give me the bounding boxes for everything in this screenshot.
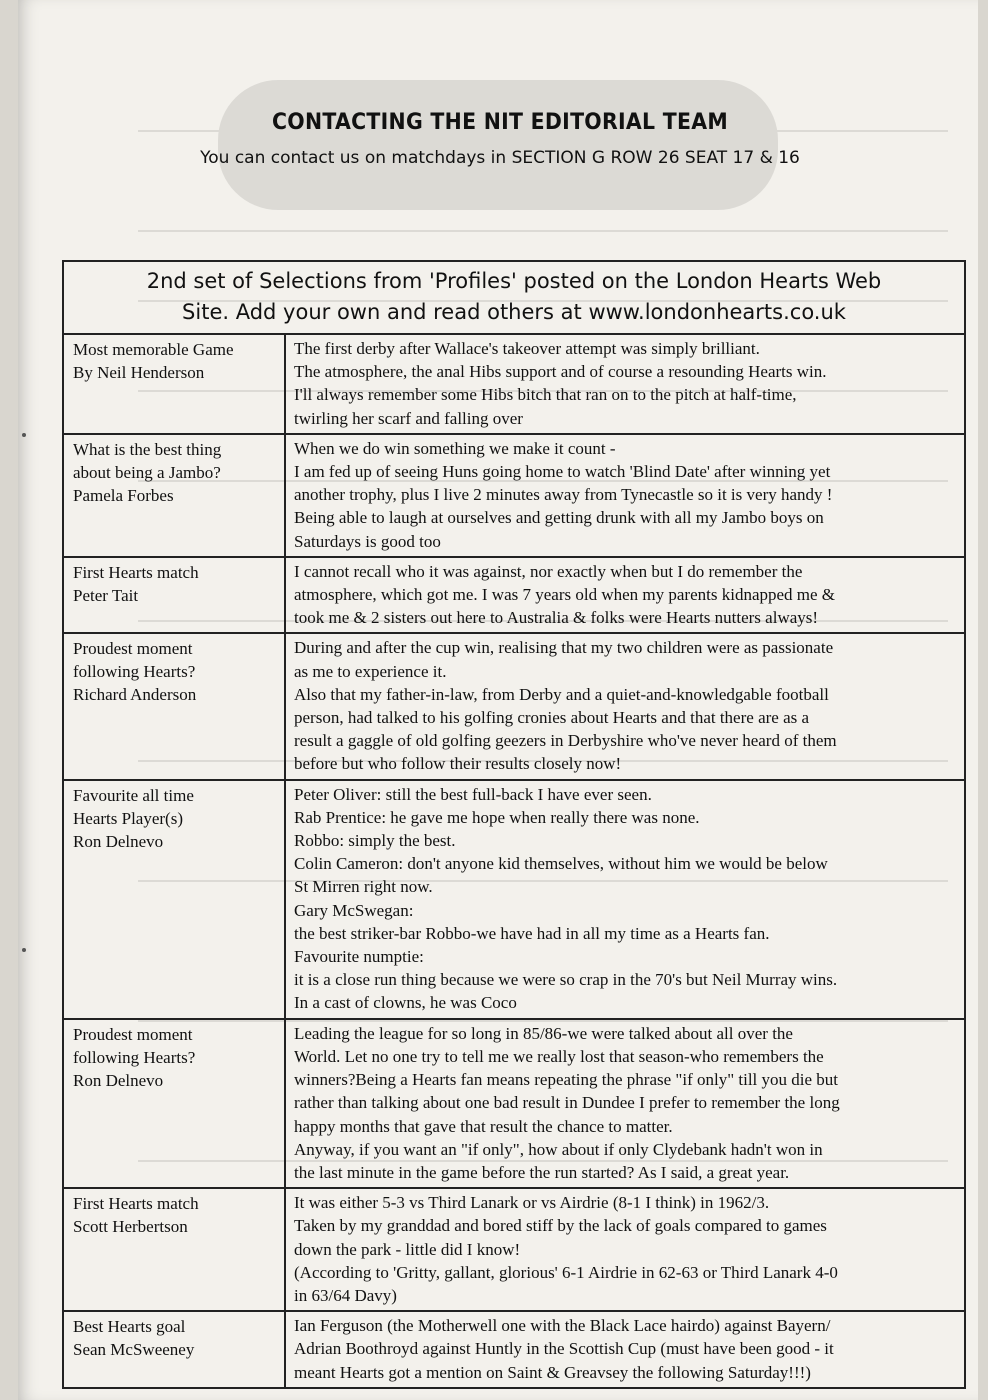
- profile-question: Hearts Player(s): [73, 808, 183, 828]
- staple-mark: [22, 948, 26, 952]
- answer-line: (According to 'Gritty, gallant, glorious' 6-1 Airdrie in 62-63 or Third Lanark 4-0: [294, 1262, 838, 1282]
- answer-line: Being able to laugh at ourselves and getting drunk with all my Jambo boys on: [294, 508, 824, 528]
- answer-line: The atmosphere, the anal Hibs support and of course a resounding Hearts win.: [294, 362, 827, 382]
- answer-line: before but who follow their results closely now!: [294, 754, 622, 774]
- answer-line: atmosphere, which got me. I was 7 years old when my parents kidnapped me &: [294, 585, 836, 605]
- answer-line: Rab Prentice: he gave me hope when really there was none.: [294, 807, 700, 827]
- answer-line: Anyway, if you want an "if only", how about if only Clydebank hadn't won in: [294, 1139, 823, 1159]
- answer-line: Saturdays is good too: [294, 531, 441, 551]
- profile-question: about being a Jambo?: [73, 462, 221, 482]
- answer-line: Adrian Boothroyd against Huntly in the Scottish Cup (must have been good - it: [294, 1339, 834, 1359]
- profile-row: [63, 1019, 965, 1188]
- profile-author: Richard Anderson: [73, 685, 197, 705]
- profile-question: First Hearts match: [73, 1194, 199, 1214]
- profile-question: Best Hearts goal: [73, 1317, 186, 1337]
- answer-line: rather than talking about one bad result in Dundee I prefer to remember the long: [294, 1093, 840, 1113]
- answer-line: the best striker-bar Robbo-we have had in all my time as a Hearts fan.: [294, 923, 770, 943]
- answer-line: I'll always remember some Hibs bitch that ran on to the pitch at half-time,: [294, 385, 797, 405]
- profile-answer-cell: [285, 1188, 965, 1311]
- profile-row: [63, 1188, 965, 1311]
- profile-question: Proudest moment: [73, 1024, 193, 1044]
- profile-row: [63, 334, 965, 434]
- profile-answer-cell: [285, 334, 965, 434]
- profile-topic-cell: [63, 780, 285, 1019]
- answer-line: took me & 2 sisters out here to Australia & folks were Hearts nutters always!: [294, 608, 819, 628]
- answer-line: Favourite numptie:: [294, 947, 424, 967]
- banner-line: Site. Add your own and read others at www.londonhearts.co.uk: [182, 300, 846, 324]
- answer-line: Also that my father-in-law, from Derby and a quiet-and-knowledgable football: [294, 684, 829, 704]
- profile-author: Ron Delnevo: [73, 831, 164, 851]
- profile-author: Sean McSweeney: [73, 1340, 195, 1360]
- answer-line: Gary McSwegan:: [294, 900, 414, 920]
- profile-author: Ron Delnevo: [73, 1070, 164, 1090]
- profile-question: Favourite all time: [73, 785, 194, 805]
- profile-question: following Hearts?: [73, 662, 196, 682]
- answer-line: result a gaggle of old golfing geezers in Derbyshire who've never heard of them: [294, 731, 837, 751]
- staple-mark: [22, 433, 26, 437]
- profile-answer-cell: [285, 1019, 965, 1188]
- profiles-table: [62, 260, 966, 1389]
- profile-question: What is the best thing: [73, 439, 222, 459]
- profile-row: [63, 1311, 965, 1388]
- answer-line: twirling her scarf and falling over: [294, 408, 523, 428]
- banner-cell: [63, 261, 965, 334]
- contact-details: You can contact us on matchdays in SECTION G ROW 26 SEAT 17 & 16: [200, 148, 800, 168]
- answer-line: happy months that gave that result the chance to matter.: [294, 1116, 673, 1136]
- answer-line: When we do win something we make it count -: [294, 438, 616, 458]
- profile-topic-cell: [63, 434, 285, 557]
- answer-line: Taken by my granddad and bored stiff by the lack of goals compared to games: [294, 1216, 827, 1236]
- profile-row: [63, 557, 965, 634]
- answer-line: it is a close run thing because we were so crap in the 70's but Neil Murray wins.: [294, 970, 838, 990]
- answer-line: Robbo: simply the best.: [294, 831, 456, 851]
- profile-answer-cell: [285, 434, 965, 557]
- answer-line: down the park - little did I know!: [294, 1239, 521, 1259]
- answer-line: another trophy, plus I live 2 minutes away from Tynecastle so it is very handy !: [294, 485, 833, 505]
- profile-topic-cell: [63, 334, 285, 434]
- answer-line: Colin Cameron: don't anyone kid themselves, without him we would be below: [294, 854, 828, 874]
- answer-line: I cannot recall who it was against, nor exactly when but I do remember the: [294, 561, 803, 581]
- answer-line: winners?Being a Hearts fan means repeating the phrase "if only" till you die but: [294, 1070, 839, 1090]
- profile-author: Pamela Forbes: [73, 485, 174, 505]
- answer-line: I am fed up of seeing Huns going home to watch 'Blind Date' after winning yet: [294, 462, 831, 482]
- banner-row: [63, 261, 965, 334]
- profile-topic-cell: [63, 1188, 285, 1311]
- answer-line: The first derby after Wallace's takeover attempt was simply brilliant.: [294, 339, 760, 358]
- profile-row: [63, 633, 965, 779]
- profile-question: Proudest moment: [73, 639, 193, 659]
- profile-answer-cell: [285, 557, 965, 634]
- profile-row: [63, 780, 965, 1019]
- profile-question: following Hearts?: [73, 1047, 196, 1067]
- answer-line: in 63/64 Davy): [294, 1285, 397, 1305]
- answer-line: World. Let no one try to tell me we really lost that season-who remembers the: [294, 1046, 824, 1066]
- banner-line: 2nd set of Selections from 'Profiles' posted on the London Hearts Web: [146, 269, 882, 293]
- answer-line: During and after the cup win, realising that my two children were as passionate: [294, 638, 834, 658]
- profile-topic-cell: [63, 557, 285, 634]
- profile-row: [63, 434, 965, 557]
- profile-topic-cell: [63, 1019, 285, 1188]
- answer-line: the last minute in the game before the run started? As I said, a great year.: [294, 1162, 790, 1182]
- profile-topic-cell: [63, 1311, 285, 1388]
- page-title: CONTACTING THE NIT EDITORIAL TEAM: [272, 110, 728, 135]
- profile-question: First Hearts match: [73, 562, 199, 582]
- answer-line: as me to experience it.: [294, 661, 447, 681]
- answer-line: It was either 5-3 vs Third Lanark or vs Airdrie (8-1 I think) in 1962/3.: [294, 1193, 770, 1213]
- answer-line: meant Hearts got a mention on Saint & Greavsey the following Saturday!!!): [294, 1362, 811, 1382]
- profile-answer-cell: [285, 633, 965, 779]
- answer-line: Peter Oliver: still the best full-back I have ever seen.: [294, 784, 652, 804]
- profile-author: Scott Herbertson: [73, 1217, 188, 1237]
- profile-author: By Neil Henderson: [73, 363, 205, 382]
- profile-author: Peter Tait: [73, 585, 139, 605]
- answer-line: Leading the league for so long in 85/86-we were talked about all over the: [294, 1023, 793, 1043]
- profile-answer-cell: [285, 1311, 965, 1388]
- answer-line: person, had talked to his golfing cronies about Hearts and that there are as a: [294, 708, 810, 728]
- profile-topic-cell: [63, 633, 285, 779]
- profile-answer-cell: [285, 780, 965, 1019]
- answer-line: In a cast of clowns, he was Coco: [294, 993, 517, 1013]
- answer-line: St Mirren right now.: [294, 877, 433, 897]
- profile-question: Most memorable Game: [73, 340, 234, 359]
- answer-line: Ian Ferguson (the Motherwell one with the Black Lace hairdo) against Bayern/: [294, 1316, 831, 1336]
